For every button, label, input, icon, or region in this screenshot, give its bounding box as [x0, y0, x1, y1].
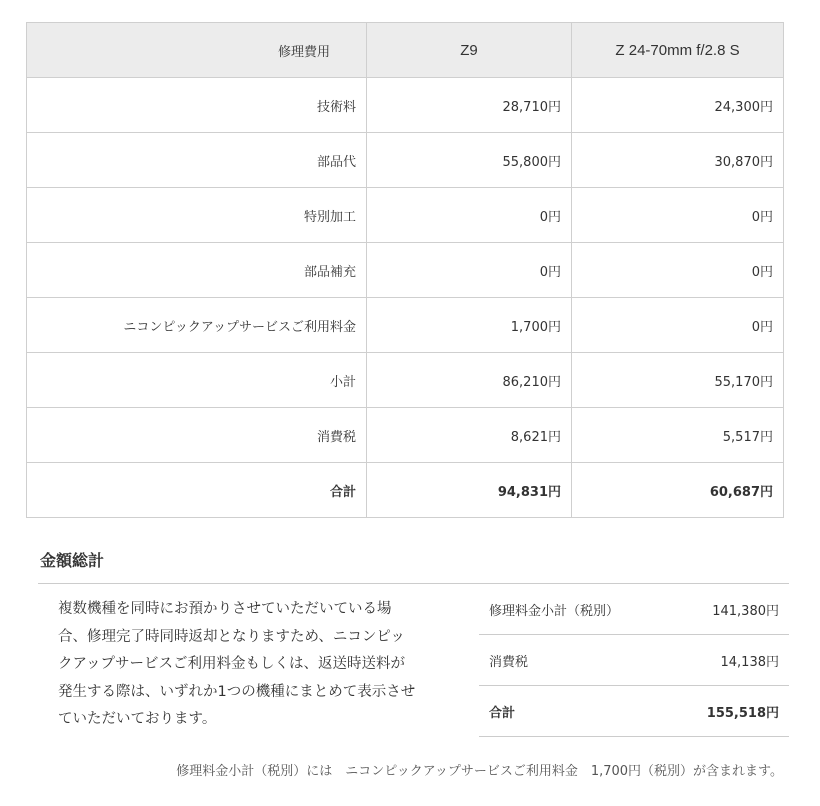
- row-value-z9: 0円: [367, 243, 572, 298]
- row-value-lens: 5,517円: [572, 408, 784, 463]
- row-label: 部品補充: [27, 243, 367, 298]
- row-value-lens: 55,170円: [572, 353, 784, 408]
- row-label: ニコンピックアップサービスご利用料金: [27, 298, 367, 353]
- summary-row-value: 14,138円: [649, 635, 789, 686]
- table-row: [27, 298, 784, 353]
- fee-table-header-label: 修理費用: [27, 23, 367, 78]
- row-value-z9: 8,621円: [367, 408, 572, 463]
- summary-row-label: 修理料金小計（税別）: [479, 584, 649, 635]
- row-label: 特別加工: [27, 188, 367, 243]
- row-value-z9: 1,700円: [367, 298, 572, 353]
- row-value-lens: 0円: [572, 188, 784, 243]
- fee-table-header-row: [27, 23, 784, 78]
- row-value-lens: 0円: [572, 298, 784, 353]
- repair-fee-table: [26, 22, 784, 518]
- summary-row-label: 合計: [479, 686, 649, 737]
- table-row: [27, 78, 784, 133]
- row-value-z9: 94,831円: [367, 463, 572, 518]
- row-value-lens: 0円: [572, 243, 784, 298]
- row-value-lens: 30,870円: [572, 133, 784, 188]
- product-header-z9: Z9: [367, 23, 572, 78]
- row-value-z9: 86,210円: [367, 353, 572, 408]
- row-value-lens: 60,687円: [572, 463, 784, 518]
- summary-note: 複数機種を同時にお預かりさせていただいている場合、修理完了時同時返却となりますため、ニコンピックアップサービスご利用料金もしくは、返送時送料が発生する際は、いずれか1つの機種にまとめて表示させていただいております。: [58, 601, 416, 727]
- table-row: [27, 408, 784, 463]
- summary-row-value: 141,380円: [649, 584, 789, 635]
- table-row: [27, 188, 784, 243]
- row-label: 技術料: [27, 78, 367, 133]
- summary-row-label: 消費税: [479, 635, 649, 686]
- row-value-z9: 28,710円: [367, 78, 572, 133]
- summary-table: [479, 584, 789, 737]
- summary-title: 金額総計: [40, 551, 105, 570]
- row-label: 合計: [27, 463, 367, 518]
- summary-row: [479, 635, 789, 686]
- row-value-z9: 55,800円: [367, 133, 572, 188]
- row-label: 部品代: [27, 133, 367, 188]
- table-row-total: [27, 463, 784, 518]
- table-row: [27, 353, 784, 408]
- summary-footnote: 修理料金小計（税別）には ニコンピックアップサービスご利用料金 1,700円（税別）が含まれます。: [176, 764, 783, 779]
- row-value-lens: 24,300円: [572, 78, 784, 133]
- row-label: 小計: [27, 353, 367, 408]
- row-value-z9: 0円: [367, 188, 572, 243]
- product-header-lens: Z 24-70mm f/2.8 S: [572, 23, 784, 78]
- summary-row: [479, 584, 789, 635]
- summary-row-value: 155,518円: [649, 686, 789, 737]
- table-row: [27, 243, 784, 298]
- row-label: 消費税: [27, 408, 367, 463]
- table-row: [27, 133, 784, 188]
- summary-row-total: [479, 686, 789, 737]
